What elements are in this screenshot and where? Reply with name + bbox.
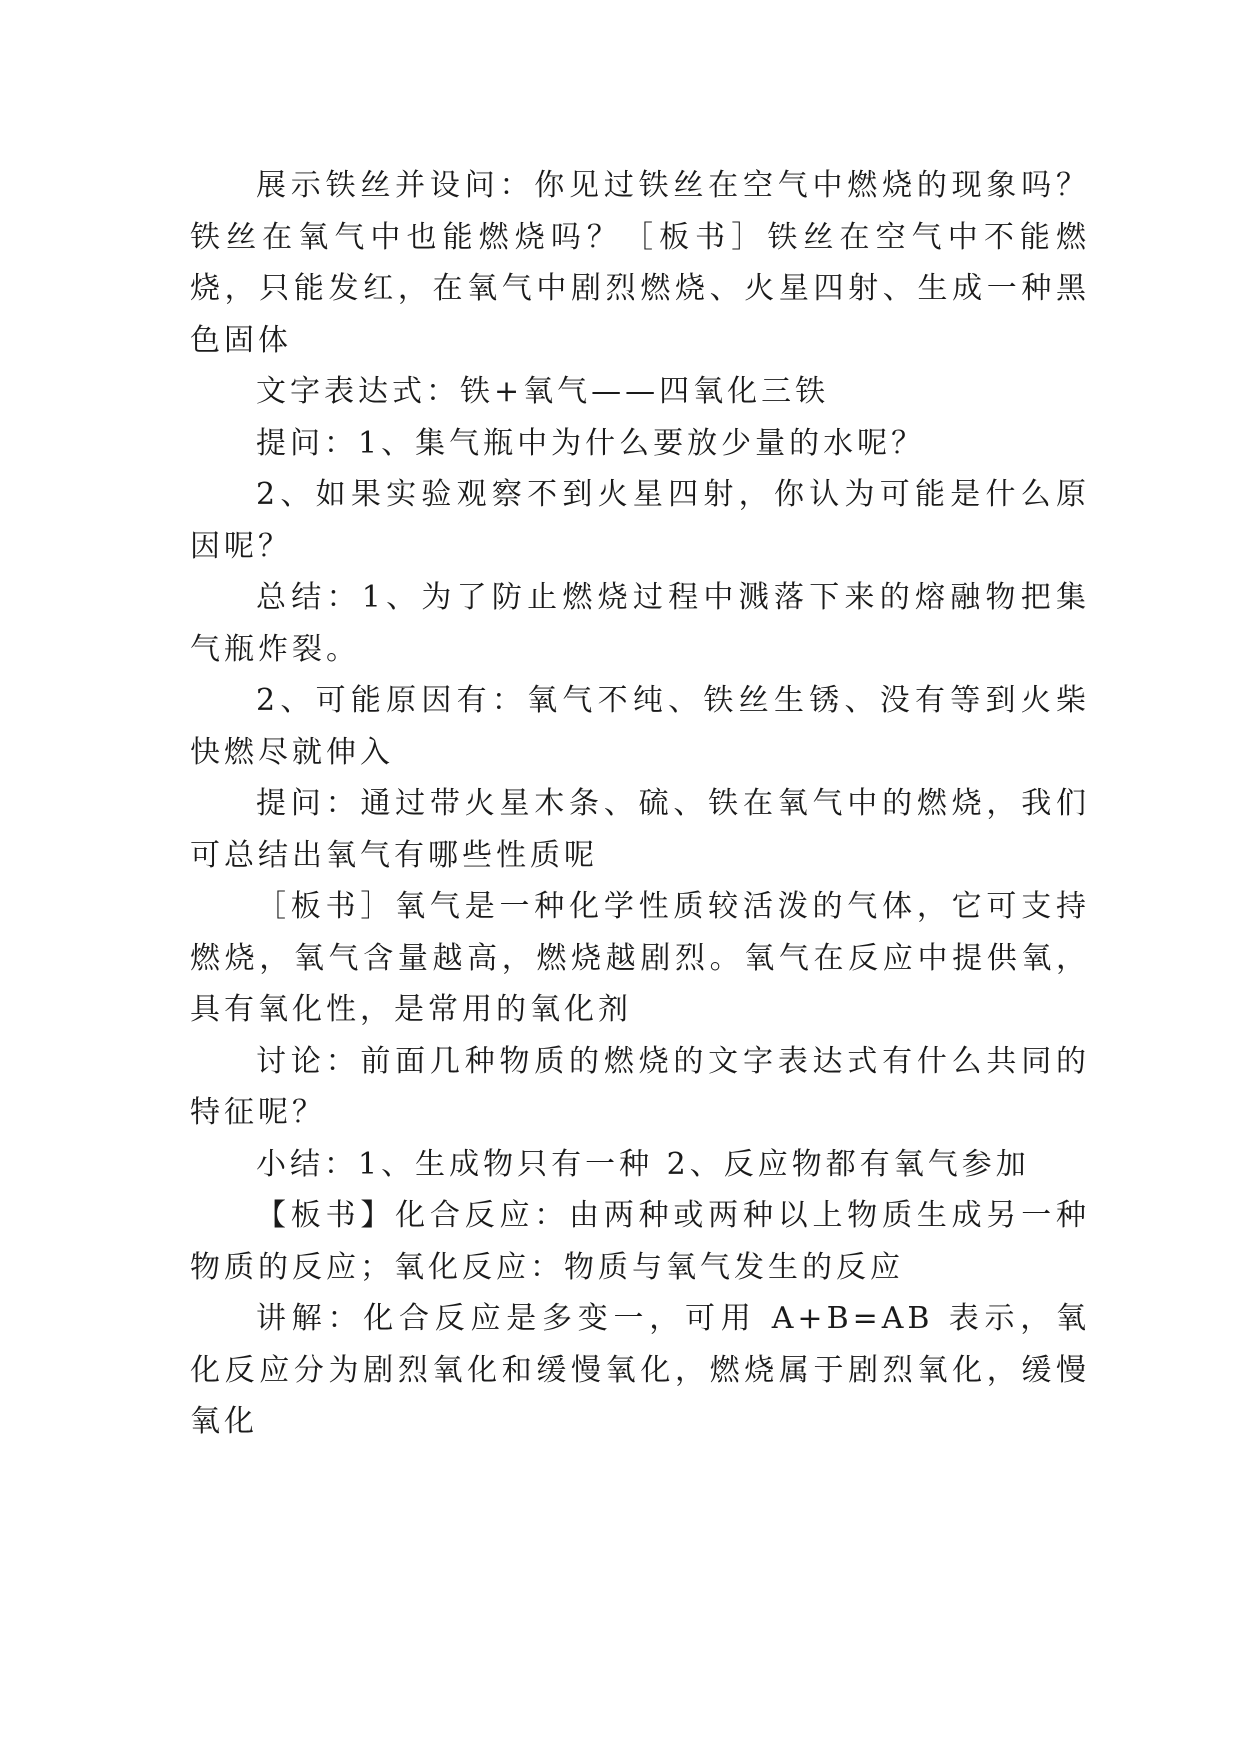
paragraph-board-oxygen-properties: ［板书］氧气是一种化学性质较活泼的气体，它可支持燃烧，氧气含量越高，燃烧越剧烈。氧气在反应中提供氧，具有氧化性，是常用的氧化剂 [190, 889, 1090, 1027]
paragraph-summary-1: 总结：1、为了防止燃烧过程中溅落下来的熔融物把集气瓶炸裂。 [190, 580, 1090, 667]
paragraph-question-properties: 提问：通过带火星木条、硫、铁在氧气中的燃烧，我们可总结出氧气有哪些性质呢 [190, 786, 1090, 873]
paragraph-iron-wire-question: 展示铁丝并设问：你见过铁丝在空气中燃烧的现象吗？铁丝在氧气中也能燃烧吗？［板书］铁丝在空气中不能燃烧，只能发红，在氧气中剧烈燃烧、火星四射、生成一种黑色固体 [190, 168, 1090, 358]
paragraph-discussion: 讨论：前面几种物质的燃烧的文字表达式有什么共同的特征呢？ [190, 1043, 1090, 1130]
paragraph-word-equation: 文字表达式：铁+氧气——四氧化三铁 [256, 374, 830, 409]
paragraph-board-reactions: 【板书】化合反应：由两种或两种以上物质生成另一种物质的反应；氧化反应：物质与氧气发生的反应 [190, 1198, 1090, 1285]
paragraph-brief-summary: 小结：1、生成物只有一种 2、反应物都有氧气参加 [256, 1146, 1030, 1182]
paragraph-question-water: 提问：1、集气瓶中为什么要放少量的水呢？ [256, 425, 926, 461]
paragraph-question-sparks: 2、如果实验观察不到火星四射，你认为可能是什么原因呢？ [190, 477, 1090, 564]
paragraph-explanation: 讲解：化合反应是多变一，可用 A+B=AB 表示，氧化反应分为剧烈氧化和缓慢氧化，燃烧属于剧烈氧化，缓慢氧化 [190, 1301, 1090, 1439]
paragraph-summary-2: 2、可能原因有：氧气不纯、铁丝生锈、没有等到火柴快燃尽就伸入 [190, 683, 1090, 770]
document-body [190, 160, 1090, 1448]
